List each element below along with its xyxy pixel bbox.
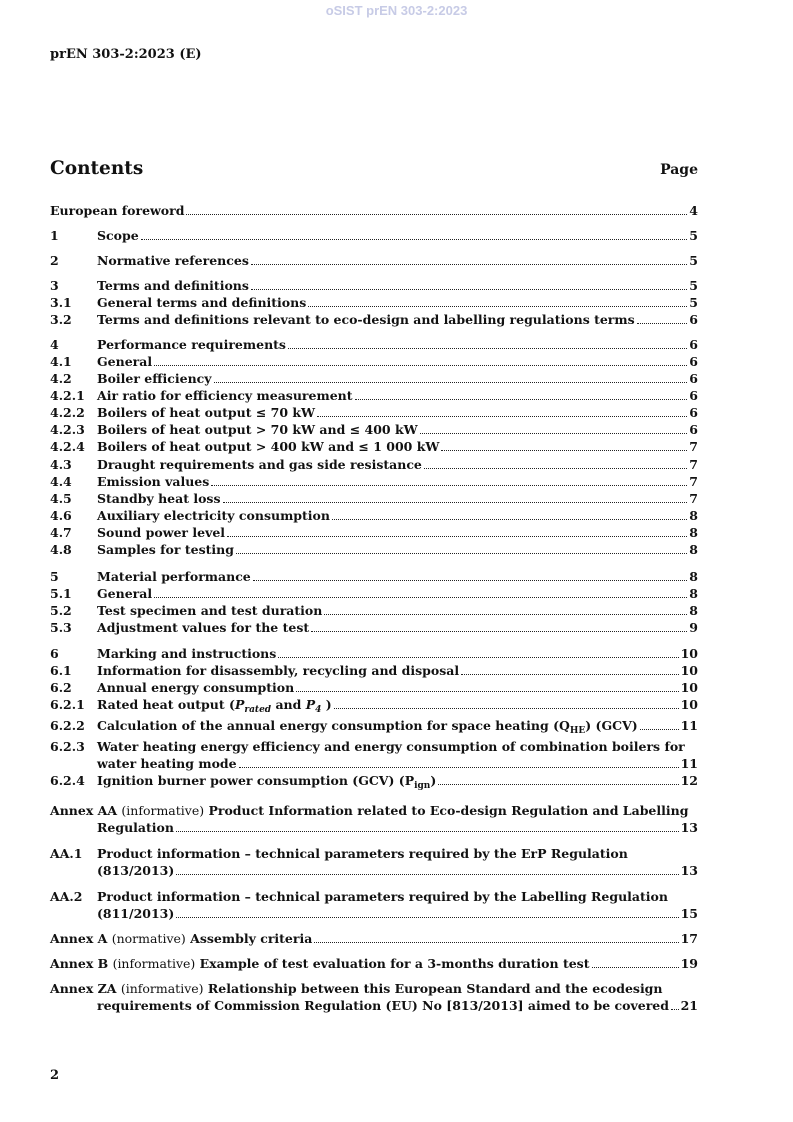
toc-entry[interactable] — [50, 585, 698, 602]
annex-entry-continuation[interactable] — [97, 905, 698, 922]
annex-title: Regulation — [97, 820, 174, 835]
toc-entry[interactable] — [50, 202, 698, 219]
toc-entry[interactable] — [50, 619, 698, 636]
annex-title: Annex AA (informative) Product Information related to Eco-design Regulation and Labelling — [50, 803, 689, 818]
annex-title: Annex B (informative) Example of test evaluation for a 3-months duration test — [50, 956, 590, 971]
toc-number: 4.5 — [50, 491, 72, 506]
toc-title: Samples for testing — [97, 542, 234, 557]
annex-page: 15 — [680, 906, 698, 921]
toc-entry[interactable] — [50, 311, 698, 328]
toc-entry[interactable] — [50, 568, 698, 585]
toc-entry[interactable] — [50, 490, 698, 507]
toc-entry[interactable] — [50, 421, 698, 438]
watermark: oSIST prEN 303-2:2023 — [325, 3, 468, 18]
annex-entry[interactable] — [50, 802, 698, 819]
toc-number: 4.7 — [50, 525, 72, 540]
toc-entry[interactable] — [50, 645, 698, 662]
toc-title: Calculation of the annual energy consumption for space heating $(Q_{HE})$ (GCV) — [97, 718, 638, 736]
toc-entry[interactable] — [50, 370, 698, 387]
toc-title: Boilers of heat output > 70 kW and ≤ 400 kW — [97, 422, 418, 437]
toc-page: 4 — [689, 203, 698, 218]
toc-title: Material performance — [97, 569, 251, 584]
toc-title: Water heating energy efficiency and energy consumption of combination boilers for — [97, 739, 685, 754]
toc-number: 6.2.1 — [50, 697, 85, 712]
toc-page: 6 — [689, 422, 698, 437]
toc-number: 3 — [50, 278, 59, 293]
annex-title: Annex ZA (informative) Relationship between this European Standard and the ecodesign — [50, 981, 663, 996]
toc-page: 11 — [680, 718, 698, 733]
toc-entry[interactable] — [50, 662, 698, 679]
annex-page: 13 — [680, 820, 698, 835]
toc-number: 4.4 — [50, 474, 72, 489]
toc-entry[interactable] — [50, 602, 698, 619]
toc-title: Boilers of heat output ≤ 70 kW — [97, 405, 316, 420]
toc-title: Information for disassembly, recycling and disposal — [97, 663, 460, 678]
toc-page: 9 — [689, 620, 698, 635]
toc-page: 7 — [689, 439, 698, 454]
toc-number: 4.2.1 — [50, 388, 85, 403]
toc-page: 10 — [680, 663, 698, 678]
annex-number: AA.2 — [50, 889, 83, 904]
toc-entry[interactable] — [50, 438, 698, 455]
toc-number: 2 — [50, 253, 59, 268]
toc-number: 4 — [50, 337, 59, 352]
toc-number: 3.2 — [50, 312, 72, 327]
toc-title: Emission values — [97, 474, 210, 489]
toc-page: 10 — [680, 680, 698, 695]
toc-page: 7 — [689, 491, 698, 506]
toc-entry[interactable] — [50, 696, 698, 719]
toc-number: 6 — [50, 646, 59, 661]
toc-page: 6 — [689, 312, 698, 327]
toc-page: 5 — [689, 228, 698, 243]
toc-number: 1 — [50, 228, 59, 243]
toc-number: 6.1 — [50, 663, 72, 678]
toc-page: 12 — [680, 773, 698, 788]
toc-page: 5 — [689, 253, 698, 268]
toc-entry-continuation[interactable] — [97, 755, 698, 772]
toc-page: 8 — [689, 603, 698, 618]
annex-entry[interactable] — [50, 888, 698, 905]
toc-page: 6 — [689, 371, 698, 386]
toc-entry[interactable] — [50, 404, 698, 421]
toc-title: Adjustment values for the test — [97, 620, 310, 635]
toc-page: 11 — [680, 756, 698, 771]
toc-number: 5 — [50, 569, 59, 584]
toc-title: European foreword — [50, 203, 185, 218]
toc-title: Boilers of heat output > 400 kW and ≤ 1 000 kW — [97, 439, 440, 454]
toc-number: 6.2 — [50, 680, 72, 695]
toc-page: 8 — [689, 542, 698, 557]
toc-entry[interactable] — [50, 507, 698, 524]
toc-entry[interactable] — [50, 473, 698, 490]
toc-title: Terms and definitions — [97, 278, 249, 293]
toc-entry[interactable] — [50, 336, 698, 353]
toc-title: Annual energy consumption — [97, 680, 295, 695]
toc-number: 5.1 — [50, 586, 72, 601]
toc-number: 4.2.4 — [50, 439, 85, 454]
toc-number: 5.3 — [50, 620, 72, 635]
toc-entry[interactable] — [50, 294, 698, 311]
toc-entry[interactable] — [50, 252, 698, 269]
toc-page: 8 — [689, 586, 698, 601]
toc-number: 4.2 — [50, 371, 72, 386]
toc-title: General — [97, 354, 153, 369]
toc-page: 6 — [689, 388, 698, 403]
annex-entry[interactable] — [50, 845, 698, 862]
toc-title: water heating mode — [97, 756, 237, 771]
annex-entry[interactable] — [50, 930, 698, 947]
toc-title: Terms and definitions relevant to eco-design and labelling regulations terms — [97, 312, 635, 327]
annex-title: Product information – technical parameters required by the Labelling Regulation — [97, 889, 668, 904]
toc-entry[interactable] — [50, 353, 698, 370]
annex-entry[interactable] — [50, 980, 698, 997]
toc-page: 5 — [689, 295, 698, 310]
toc-number: 4.2.2 — [50, 405, 85, 420]
annex-page: 13 — [680, 863, 698, 878]
contents-title: Contents — [50, 158, 144, 179]
annex-number: AA.1 — [50, 846, 83, 861]
annex-title: requirements of Commission Regulation (EU) No [813/2013] aimed to be covered — [97, 998, 669, 1013]
toc-page: 5 — [689, 278, 698, 293]
toc-title: Scope — [97, 228, 139, 243]
toc-entry[interactable] — [50, 541, 698, 558]
annex-title: Annex A (normative) Assembly criteria — [50, 931, 313, 946]
toc-page: 10 — [680, 697, 698, 712]
toc-entry[interactable] — [50, 524, 698, 541]
toc-number: 4.3 — [50, 457, 72, 472]
toc-title: Standby heat loss — [97, 491, 221, 506]
toc-entry[interactable] — [50, 717, 698, 740]
annex-entry-continuation[interactable] — [97, 819, 698, 836]
toc-title: Marking and instructions — [97, 646, 277, 661]
toc-page: 6 — [689, 405, 698, 420]
toc-number: 5.2 — [50, 603, 72, 618]
annex-page: 17 — [680, 931, 698, 946]
toc-page: 6 — [689, 354, 698, 369]
toc-entry[interactable] — [50, 772, 698, 795]
toc-entry[interactable] — [50, 277, 698, 294]
annex-page: 19 — [680, 956, 698, 971]
toc-number: 6.2.2 — [50, 718, 85, 733]
toc-title: Auxiliary electricity consumption — [97, 508, 330, 523]
toc-page: 8 — [689, 508, 698, 523]
toc-title: Draught requirements and gas side resistance — [97, 457, 422, 472]
toc-page: 8 — [689, 569, 698, 584]
annex-title: Product information – technical parameters required by the ErP Regulation — [97, 846, 628, 861]
toc-title: Sound power level — [97, 525, 226, 540]
toc-page: 7 — [689, 457, 698, 472]
annex-title: (811/2013) — [97, 906, 175, 921]
annex-entry-continuation[interactable] — [97, 997, 698, 1014]
toc-page: 7 — [689, 474, 698, 489]
annex-entry[interactable] — [50, 955, 698, 972]
toc-title: Test specimen and test duration — [97, 603, 323, 618]
toc-page: 10 — [680, 646, 698, 661]
toc-title: General terms and definitions — [97, 295, 307, 310]
toc-page: 6 — [689, 337, 698, 352]
page-column-header: Page — [660, 162, 698, 178]
toc-number: 4.2.3 — [50, 422, 85, 437]
toc-entry[interactable] — [50, 387, 698, 404]
toc-entry[interactable] — [50, 679, 698, 696]
toc-title: Performance requirements — [97, 337, 286, 352]
toc-number: 4.6 — [50, 508, 72, 523]
toc-title: Rated heat output ($P_{rated}$ and $P_4$ ) — [97, 697, 332, 715]
document-id: prEN 303-2:2023 (E) — [50, 47, 202, 62]
toc-title: General — [97, 586, 153, 601]
toc-number: 3.1 — [50, 295, 72, 310]
toc-entry[interactable] — [50, 456, 698, 473]
annex-entry-continuation[interactable] — [97, 862, 698, 879]
toc-page: 8 — [689, 525, 698, 540]
toc-entry[interactable] — [50, 227, 698, 244]
toc-number: 6.2.4 — [50, 773, 85, 788]
annex-page: 21 — [680, 998, 698, 1013]
toc-number: 4.8 — [50, 542, 72, 557]
toc-title: Boiler efficiency — [97, 371, 212, 386]
toc-number: 6.2.3 — [50, 739, 85, 754]
annex-title: (813/2013) — [97, 863, 175, 878]
toc-title: Ignition burner power consumption (GCV) $(P_{ign})$ — [97, 773, 437, 791]
toc-title: Air ratio for efficiency measurement — [97, 388, 353, 403]
page-number: 2 — [50, 1068, 60, 1083]
toc-entry[interactable] — [50, 738, 698, 755]
toc-number: 4.1 — [50, 354, 72, 369]
toc-title: Normative references — [97, 253, 249, 268]
